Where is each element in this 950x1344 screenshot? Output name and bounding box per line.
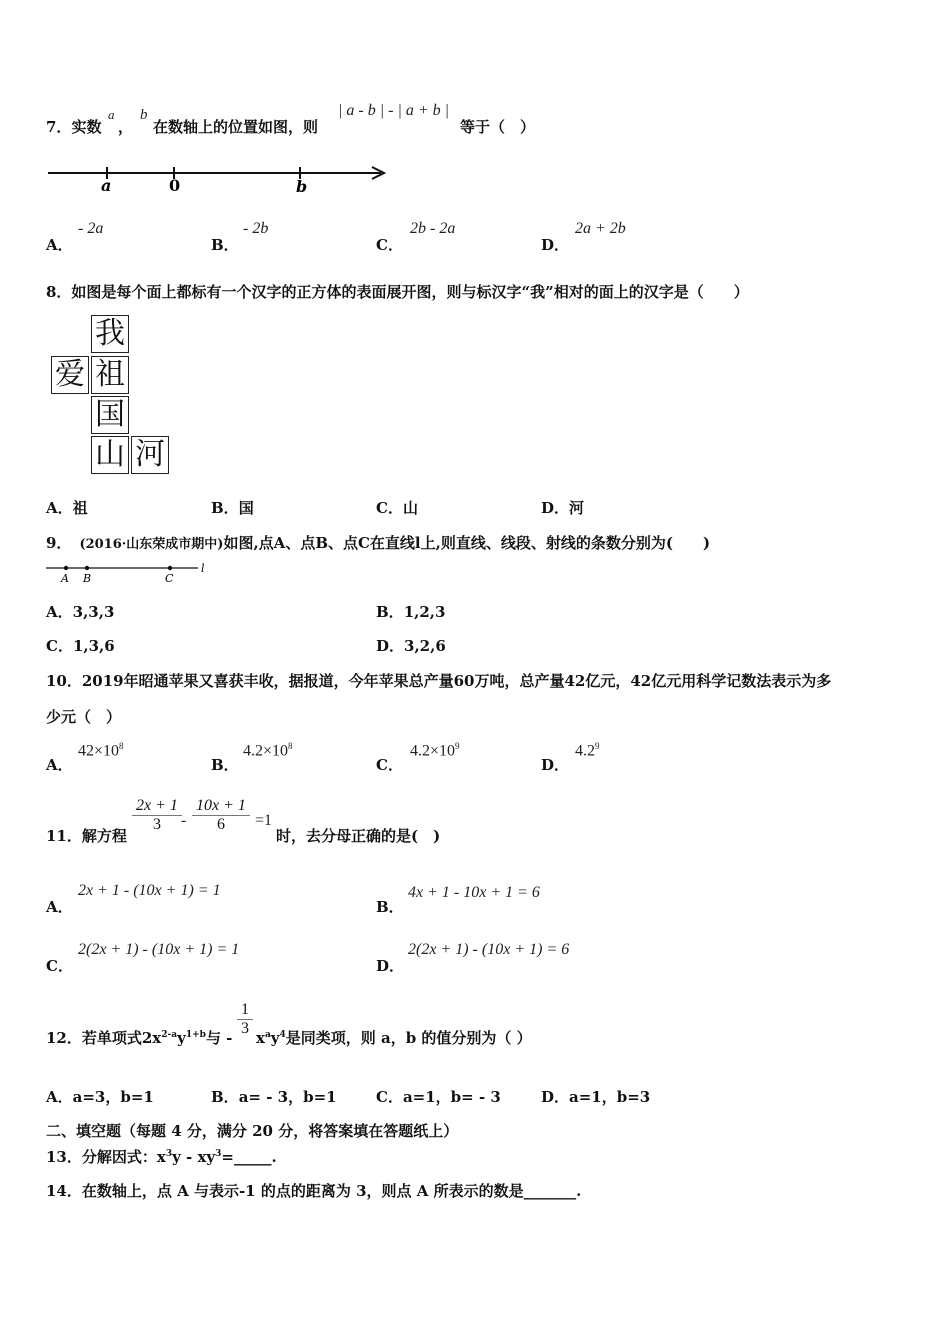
q11-equals: =1 xyxy=(255,812,273,829)
q10-option-b[interactable]: $4.2\times 10^8$ xyxy=(243,741,293,760)
point-a xyxy=(64,566,68,570)
net-cell-guo: 国 xyxy=(91,396,129,434)
net-cell-zu: 祖 xyxy=(91,356,129,394)
axis-label-a: a xyxy=(101,176,112,195)
q7-option-a[interactable]: - 2a xyxy=(78,220,104,237)
q13-stem: 13．分解因式：$x^3y$ - $xy^3=\_\_\_\_\_$. xyxy=(46,1148,277,1166)
q12-stem-end: $x^ay^4$是同类项，则 a，b 的值分别为（ ） xyxy=(256,1029,532,1047)
q10-option-c-letter[interactable]: C． xyxy=(376,756,403,774)
q11-stem-end: 时，去分母正确的是( ) xyxy=(276,827,441,845)
q11-option-c-letter[interactable]: C． xyxy=(46,957,73,975)
q10-option-c[interactable]: $4.2\times 10^9$ xyxy=(410,741,460,760)
q11-option-d-letter[interactable]: D． xyxy=(376,957,405,975)
q9-option-d[interactable]: D．3,2,6 xyxy=(376,637,446,655)
label-c: C xyxy=(165,572,174,585)
q7-option-b[interactable]: - 2b xyxy=(243,220,269,237)
q7-option-d-letter[interactable]: D． xyxy=(541,236,570,254)
label-a: A xyxy=(61,572,69,585)
q7-option-d[interactable]: 2a + 2b xyxy=(575,220,626,237)
q9-option-a[interactable]: A．3,3,3 xyxy=(46,603,115,621)
q10-option-b-letter[interactable]: B． xyxy=(211,756,239,774)
point-b xyxy=(85,566,89,570)
label-l: l xyxy=(201,562,205,575)
net-cell-wo: 我 xyxy=(91,315,129,353)
q7-expression: | a - b | - | a + b | xyxy=(338,102,450,119)
q12-option-d[interactable]: D．a=1，b=3 xyxy=(541,1088,651,1106)
q8-option-a[interactable]: A．祖 xyxy=(46,499,88,517)
q8-option-b[interactable]: B．国 xyxy=(211,499,254,517)
q9-stem: 9． (2016·山东荣成市期中)如图,点A、点B、点C在直线l上,则直线、线段、射线的条数分别为( ) xyxy=(46,534,711,552)
q7-var-b: b xyxy=(140,107,148,123)
q10-option-a[interactable]: $42\times 10^8$ xyxy=(78,741,124,760)
point-c xyxy=(168,566,172,570)
q14-stem: 14．在数轴上，点 A 与表示-1 的点的距离为 3，则点 A 所表示的数是_______. xyxy=(46,1182,582,1200)
q8-stem: 8．如图是每个面上都标有一个汉字的正方体的表面展开图，则与标汉字“我”相对的面上的汉字是（ ） xyxy=(46,283,749,301)
label-b: B xyxy=(83,572,92,585)
q12-stem: 12．若单项式$2x^{2-a}y^{1+b}$与 - xyxy=(46,1029,233,1047)
q11-option-c[interactable]: 2(2x + 1) - (10x + 1) = 1 xyxy=(78,941,240,958)
q8-option-d[interactable]: D．河 xyxy=(541,499,585,517)
q7-number-line xyxy=(46,158,391,196)
q10-option-a-letter[interactable]: A． xyxy=(46,756,73,774)
net-cell-ai: 爱 xyxy=(51,356,89,394)
q12-option-c[interactable]: C．a=1，b= - 3 xyxy=(376,1088,501,1106)
q11-option-b-letter[interactable]: B． xyxy=(376,898,404,916)
axis-label-0: 0 xyxy=(169,176,181,195)
q9-source: (2016·山东荣成市期中) xyxy=(79,537,224,552)
q7-stem-end: 等于（ ） xyxy=(460,118,536,136)
net-cell-he: 河 xyxy=(131,436,169,474)
q12-fraction: $\frac{1}{3}$ xyxy=(237,1001,253,1038)
q10-option-d[interactable]: $4.2^9$ xyxy=(575,741,600,760)
q7-comma: ， xyxy=(118,118,134,136)
q11-fraction-2: $\frac{10x + 1}{6}$ xyxy=(192,797,250,834)
q8-option-c[interactable]: C．山 xyxy=(376,499,418,517)
q12-option-b[interactable]: B．a= - 3，b=1 xyxy=(211,1088,337,1106)
section-fill-in-title: 二、填空题（每题 4 分，满分 20 分，将答案填在答题纸上） xyxy=(46,1122,459,1140)
q7-var-a: a xyxy=(108,107,115,122)
q11-option-a[interactable]: 2x + 1 - (10x + 1) = 1 xyxy=(78,882,221,899)
q11-option-d[interactable]: 2(2x + 1) - (10x + 1) = 6 xyxy=(408,941,570,958)
q11-stem: 11．解方程 xyxy=(46,827,127,845)
q11-fraction-1: $\frac{2x + 1}{3}$ xyxy=(132,797,182,834)
net-cell-shan: 山 xyxy=(91,436,129,474)
q7-stem: 7．实数 xyxy=(46,118,102,136)
q10-stem-line2: 少元（ ） xyxy=(46,708,122,726)
axis-label-b: b xyxy=(296,177,308,196)
q9-option-b[interactable]: B．1,2,3 xyxy=(376,603,446,621)
q7-stem-text: 在数轴上的位置如图，则 xyxy=(153,118,319,136)
q10-stem-line1: 10．2019年昭通苹果又喜获丰收，据报道，今年苹果总产量60万吨，总产量42亿元，42亿元用科学记数法表示为多 xyxy=(46,672,832,690)
q7-number: 7． xyxy=(46,118,72,136)
q7-option-b-letter[interactable]: B． xyxy=(211,236,239,254)
q9-line-figure xyxy=(46,560,211,586)
q7-option-c[interactable]: 2b - 2a xyxy=(410,220,456,237)
q11-option-a-letter[interactable]: A． xyxy=(46,898,73,916)
q12-option-a[interactable]: A．a=3，b=1 xyxy=(46,1088,154,1106)
q9-option-c[interactable]: C．1,3,6 xyxy=(46,637,115,655)
q10-option-d-letter[interactable]: D． xyxy=(541,756,570,774)
q11-minus: - xyxy=(181,812,187,829)
q11-option-b[interactable]: 4x + 1 - 10x + 1 = 6 xyxy=(408,884,540,901)
q7-option-a-letter[interactable]: A． xyxy=(46,236,73,254)
q7-option-c-letter[interactable]: C． xyxy=(376,236,403,254)
